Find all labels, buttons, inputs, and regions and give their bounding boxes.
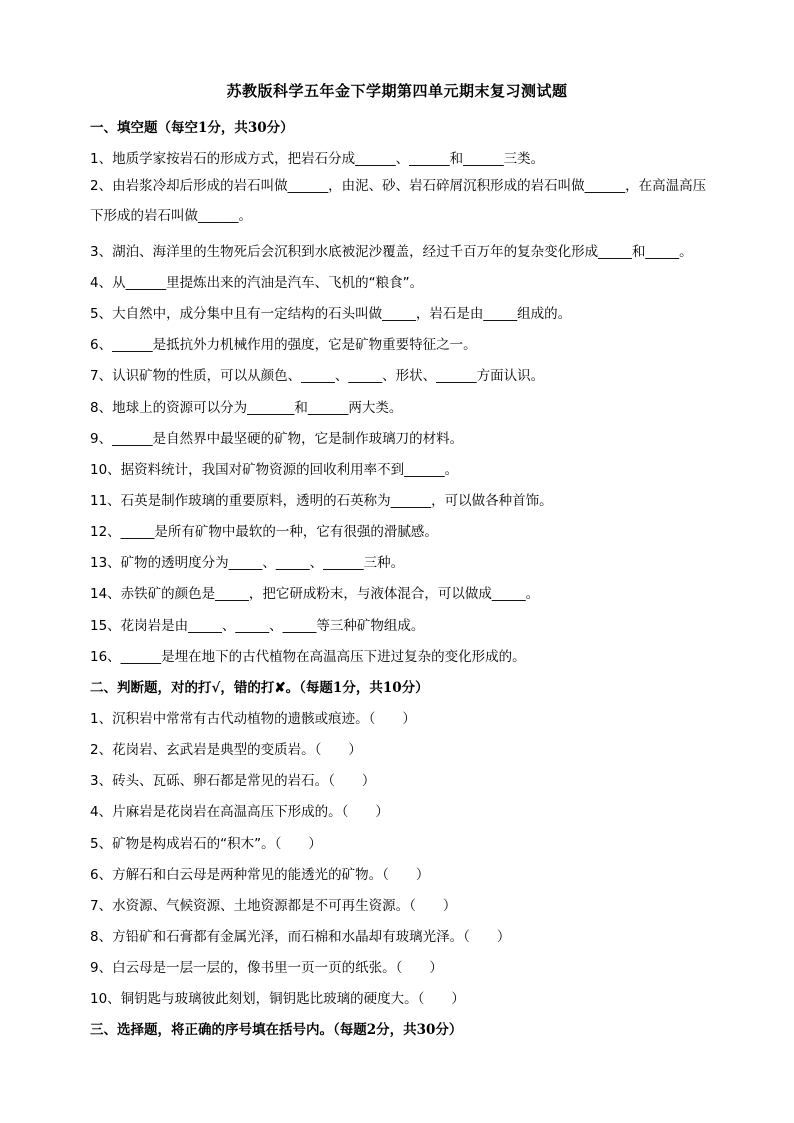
- question-tf-5: 5、矿物是构成岩石的“积木”。（ ）: [90, 836, 322, 852]
- question-tf-7: 7、水资源、气候资源、土地资源都是不可再生资源。（ ）: [90, 898, 457, 914]
- question-tf-10: 10、铜钥匙与玻璃彼此刻划，铜钥匙比玻璃的硬度大。（ ）: [90, 991, 465, 1007]
- question-fill-5: 5、大自然中，成分集中且有一定结构的石头叫做_____，岩石是由_____组成的。: [90, 306, 572, 322]
- question-fill-10: 10、据资料统计，我国对矿物资源的回收利用率不到______。: [90, 462, 459, 478]
- question-fill-4: 4、从______里提炼出来的汽油是汽车、飞机的“粮食”。: [90, 275, 424, 291]
- question-fill-2: 2、由岩浆冷却后形成的岩石叫做______，由泥、砂、岩石碎屑沉积形成的岩石叫做______，在高温高压下形成的岩石叫做______。: [90, 178, 707, 224]
- question-fill-11: 11、石英是制作玻璃的重要原料，透明的石英称为______，可以做各种首饰。: [90, 493, 553, 509]
- question-fill-16: 16、______是埋在地下的古代植物在高温高压下进过复杂的变化形成的。: [90, 649, 526, 665]
- question-fill-7: 7、认识矿物的性质，可以从颜色、_____、_____、形状、______方面认识。: [90, 368, 545, 384]
- question-fill-12: 12、_____是所有矿物中最软的一种，它有很强的滑腻感。: [90, 524, 438, 540]
- section-heading-true-false: 二、判断题，对的打√，错的打✘。（每题1分，共10分）: [90, 680, 429, 696]
- question-fill-8: 8、地球上的资源可以分为_______和______两大类。: [90, 400, 403, 416]
- question-fill-1: 1、地质学家按岩石的形成方式，把岩石分成______、______和______三类。: [90, 151, 545, 167]
- question-fill-6: 6、______是抵抗外力机械作用的强度，它是矿物重要特征之一。: [90, 337, 477, 353]
- question-fill-9: 9、______是自然界中最坚硬的矿物，它是制作玻璃刀的材料。: [90, 431, 464, 447]
- question-tf-1: 1、沉积岩中常常有古代动植物的遗骸或痕迹。（ ）: [90, 711, 416, 727]
- section-heading-fill-blank: 一、填空题（每空1分，共30分）: [90, 120, 294, 136]
- question-tf-3: 3、砖头、瓦砾、卵石都是常见的岩石。（ ）: [90, 773, 376, 789]
- question-tf-9: 9、白云母是一层一层的，像书里一页一页的纸张。（ ）: [90, 960, 443, 976]
- question-fill-14: 14、赤铁矿的颜色是_____，把它研成粉末，与液体混合，可以做成_____。: [90, 586, 540, 602]
- question-tf-2: 2、花岗岩、玄武岩是典型的变质岩。（ ）: [90, 742, 362, 758]
- question-fill-3: 3、湖泊、海洋里的生物死后会沉积到水底被泥沙覆盖，经过千百万年的复杂变化形成_____和_____。: [90, 244, 693, 260]
- document-title: 苏教版科学五年金下学期第四单元期末复习测试题: [226, 82, 568, 100]
- question-fill-15: 15、花岗岩是由_____、_____、_____等三种矿物组成。: [90, 618, 425, 634]
- question-tf-4: 4、片麻岩是花岗岩在高温高压下形成的。（ ）: [90, 804, 389, 820]
- question-tf-6: 6、方解石和白云母是两种常见的能透光的矿物。（ ）: [90, 867, 430, 883]
- question-tf-8: 8、方铅矿和石膏都有金属光泽，而石棉和水晶却有玻璃光泽。（ ）: [90, 929, 511, 945]
- section-heading-multiple-choice: 三、选择题，将正确的序号填在括号内。（每题2分，共30分）: [90, 1022, 463, 1038]
- question-fill-13: 13、矿物的透明度分为_____、_____、______三种。: [90, 555, 405, 571]
